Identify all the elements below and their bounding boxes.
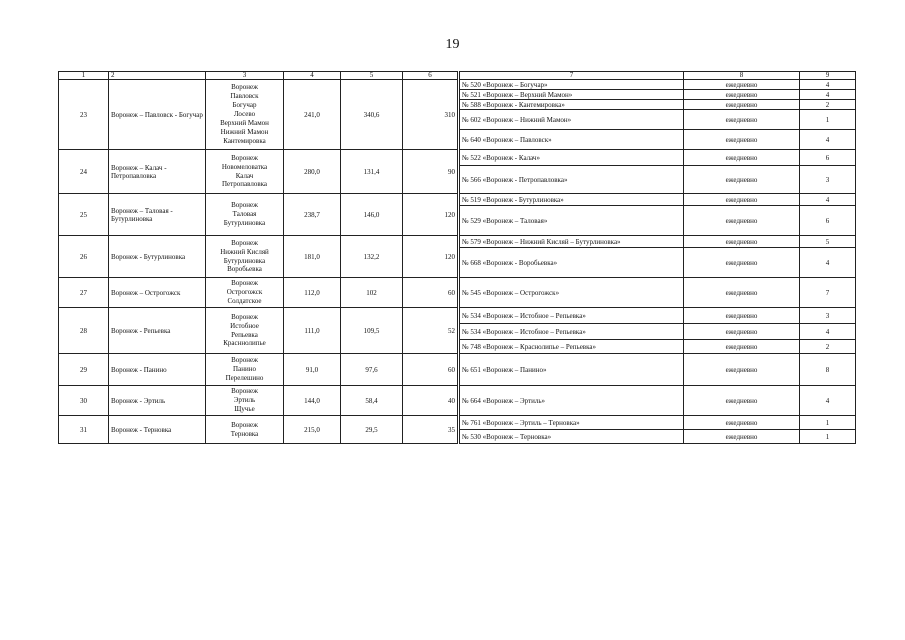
direction-name-cell: Воронеж – Павловск - Богучар <box>109 80 206 150</box>
column-number: 9 <box>800 72 856 80</box>
route-name-cell: № 534 «Воронеж – Истобное – Репьевка» <box>459 308 684 324</box>
route-name-cell: № 534 «Воронеж – Истобное – Репьевка» <box>459 324 684 340</box>
column-number: 1 <box>59 72 109 80</box>
page-number: 19 <box>445 37 460 52</box>
stops-cell: Воронеж Истобное Репьевка Красннолипье <box>206 308 284 354</box>
group-number-cell: 29 <box>59 354 109 386</box>
column-number: 8 <box>684 72 800 80</box>
route-name-cell: № 521 «Воронеж – Верхний Мамон» <box>459 90 684 100</box>
column-4-value: 241,0 <box>284 80 341 150</box>
route-name-cell: № 579 «Воронеж – Нижний Кисляй – Бутурлиновка» <box>459 236 684 248</box>
column-5-value: 102 <box>341 278 403 308</box>
column-number: 3 <box>206 72 284 80</box>
route-name-cell: № 640 «Воронеж – Павловск» <box>459 130 684 150</box>
table-row <box>59 150 856 166</box>
table-row <box>59 416 856 430</box>
column-number: 7 <box>459 72 684 80</box>
route-count-cell: 8 <box>800 354 856 386</box>
direction-name-cell: Воронеж - Панино <box>109 354 206 386</box>
routes-table-body <box>59 72 856 444</box>
group-number-cell: 25 <box>59 194 109 236</box>
column-4-value: 181,0 <box>284 236 341 278</box>
route-name-cell: № 668 «Воронеж - Воробьевка» <box>459 248 684 278</box>
column-6-value: 60 <box>403 354 459 386</box>
route-count-cell: 4 <box>800 248 856 278</box>
route-frequency-cell: ежедневно <box>684 150 800 166</box>
route-frequency-cell: ежедневно <box>684 90 800 100</box>
route-frequency-cell: ежедневно <box>684 206 800 236</box>
route-count-cell: 4 <box>800 324 856 340</box>
route-name-cell: № 530 «Воронеж – Терновка» <box>459 430 684 444</box>
route-count-cell: 5 <box>800 236 856 248</box>
route-count-cell: 1 <box>800 430 856 444</box>
direction-name-cell: Воронеж – Острогожск <box>109 278 206 308</box>
table-row <box>59 236 856 248</box>
route-frequency-cell: ежедневно <box>684 430 800 444</box>
direction-name-cell: Воронеж - Терновка <box>109 416 206 444</box>
route-frequency-cell: ежедневно <box>684 308 800 324</box>
route-name-cell: № 664 «Воронеж – Эртиль» <box>459 386 684 416</box>
column-6-value: 52 <box>403 308 459 354</box>
route-name-cell: № 761 «Воронеж – Эртиль – Терновка» <box>459 416 684 430</box>
route-frequency-cell: ежедневно <box>684 340 800 354</box>
route-frequency-cell: ежедневно <box>684 166 800 194</box>
column-6-value: 35 <box>403 416 459 444</box>
route-count-cell: 3 <box>800 308 856 324</box>
table-row <box>59 308 856 324</box>
route-count-cell: 4 <box>800 130 856 150</box>
route-name-cell: № 748 «Воронеж – Краснолипье – Репьевка» <box>459 340 684 354</box>
route-count-cell: 6 <box>800 206 856 236</box>
column-5-value: 29,5 <box>341 416 403 444</box>
column-5-value: 58,4 <box>341 386 403 416</box>
table-row <box>59 354 856 386</box>
column-number: 5 <box>341 72 403 80</box>
column-4-value: 91,0 <box>284 354 341 386</box>
group-number-cell: 27 <box>59 278 109 308</box>
column-5-value: 131,4 <box>341 150 403 194</box>
route-frequency-cell: ежедневно <box>684 236 800 248</box>
stops-cell: Воронеж Павловск Богучар Лосево Верхний Мамон Нижний Мамон Кантемировка <box>206 80 284 150</box>
route-name-cell: № 522 «Воронеж - Калач» <box>459 150 684 166</box>
column-5-value: 97,6 <box>341 354 403 386</box>
route-count-cell: 2 <box>800 100 856 110</box>
route-frequency-cell: ежедневно <box>684 416 800 430</box>
stops-cell: Воронеж Панино Перелешино <box>206 354 284 386</box>
table-row <box>59 80 856 90</box>
column-4-value: 215,0 <box>284 416 341 444</box>
route-count-cell: 4 <box>800 194 856 206</box>
route-count-cell: 6 <box>800 150 856 166</box>
route-count-cell: 1 <box>800 416 856 430</box>
route-count-cell: 1 <box>800 110 856 130</box>
group-number-cell: 24 <box>59 150 109 194</box>
stops-cell: Воронеж Нижний Кисляй Бутурлиновка Воробьевка <box>206 236 284 278</box>
column-6-value: 60 <box>403 278 459 308</box>
column-number-row <box>59 72 856 80</box>
column-5-value: 340,6 <box>341 80 403 150</box>
table-row <box>59 194 856 206</box>
column-4-value: 111,0 <box>284 308 341 354</box>
stops-cell: Воронеж Эртиль Щучье <box>206 386 284 416</box>
column-6-value: 120 <box>403 194 459 236</box>
column-number: 2 <box>109 72 206 80</box>
route-name-cell: № 545 «Воронеж – Острогожск» <box>459 278 684 308</box>
route-frequency-cell: ежедневно <box>684 80 800 90</box>
column-4-value: 112,0 <box>284 278 341 308</box>
table-row <box>59 386 856 416</box>
direction-name-cell: Воронеж - Эртиль <box>109 386 206 416</box>
stops-cell: Воронеж Острогожск Солдатское <box>206 278 284 308</box>
route-count-cell: 4 <box>800 80 856 90</box>
column-5-value: 146,0 <box>341 194 403 236</box>
column-6-value: 90 <box>403 150 459 194</box>
column-4-value: 280,0 <box>284 150 341 194</box>
column-4-value: 144,0 <box>284 386 341 416</box>
route-count-cell: 4 <box>800 90 856 100</box>
group-number-cell: 26 <box>59 236 109 278</box>
route-frequency-cell: ежедневно <box>684 110 800 130</box>
routes-table <box>58 71 856 444</box>
column-6-value: 120 <box>403 236 459 278</box>
direction-name-cell: Воронеж – Калач - Петропавловка <box>109 150 206 194</box>
route-frequency-cell: ежедневно <box>684 278 800 308</box>
column-4-value: 238,7 <box>284 194 341 236</box>
group-number-cell: 31 <box>59 416 109 444</box>
direction-name-cell: Воронеж - Бутурлиновка <box>109 236 206 278</box>
column-6-value: 310 <box>403 80 459 150</box>
route-count-cell: 7 <box>800 278 856 308</box>
route-frequency-cell: ежедневно <box>684 248 800 278</box>
route-count-cell: 2 <box>800 340 856 354</box>
stops-cell: Воронеж Новомеловатка Калач Петропавловка <box>206 150 284 194</box>
table-row <box>59 278 856 308</box>
route-frequency-cell: ежедневно <box>684 354 800 386</box>
route-name-cell: № 529 «Воронеж – Таловая» <box>459 206 684 236</box>
route-name-cell: № 520 «Воронеж – Богучар» <box>459 80 684 90</box>
column-5-value: 132,2 <box>341 236 403 278</box>
route-frequency-cell: ежедневно <box>684 194 800 206</box>
column-6-value: 40 <box>403 386 459 416</box>
route-name-cell: № 588 «Воронеж - Кантемировка» <box>459 100 684 110</box>
stops-cell: Воронеж Таловая Бутурлиновка <box>206 194 284 236</box>
stops-cell: Воронеж Терновка <box>206 416 284 444</box>
route-frequency-cell: ежедневно <box>684 130 800 150</box>
route-frequency-cell: ежедневно <box>684 324 800 340</box>
direction-name-cell: Воронеж - Репьевка <box>109 308 206 354</box>
column-number: 6 <box>403 72 459 80</box>
route-count-cell: 4 <box>800 386 856 416</box>
group-number-cell: 30 <box>59 386 109 416</box>
route-name-cell: № 602 «Воронеж – Нижний Мамон» <box>459 110 684 130</box>
column-5-value: 109,5 <box>341 308 403 354</box>
direction-name-cell: Воронеж – Таловая - Бутурлиновка <box>109 194 206 236</box>
group-number-cell: 23 <box>59 80 109 150</box>
group-number-cell: 28 <box>59 308 109 354</box>
column-number: 4 <box>284 72 341 80</box>
route-count-cell: 3 <box>800 166 856 194</box>
route-name-cell: № 566 «Воронеж - Петропавловка» <box>459 166 684 194</box>
route-frequency-cell: ежедневно <box>684 386 800 416</box>
route-name-cell: № 651 «Воронеж – Панино» <box>459 354 684 386</box>
route-name-cell: № 519 «Воронеж - Бутурлиновка» <box>459 194 684 206</box>
route-frequency-cell: ежедневно <box>684 100 800 110</box>
